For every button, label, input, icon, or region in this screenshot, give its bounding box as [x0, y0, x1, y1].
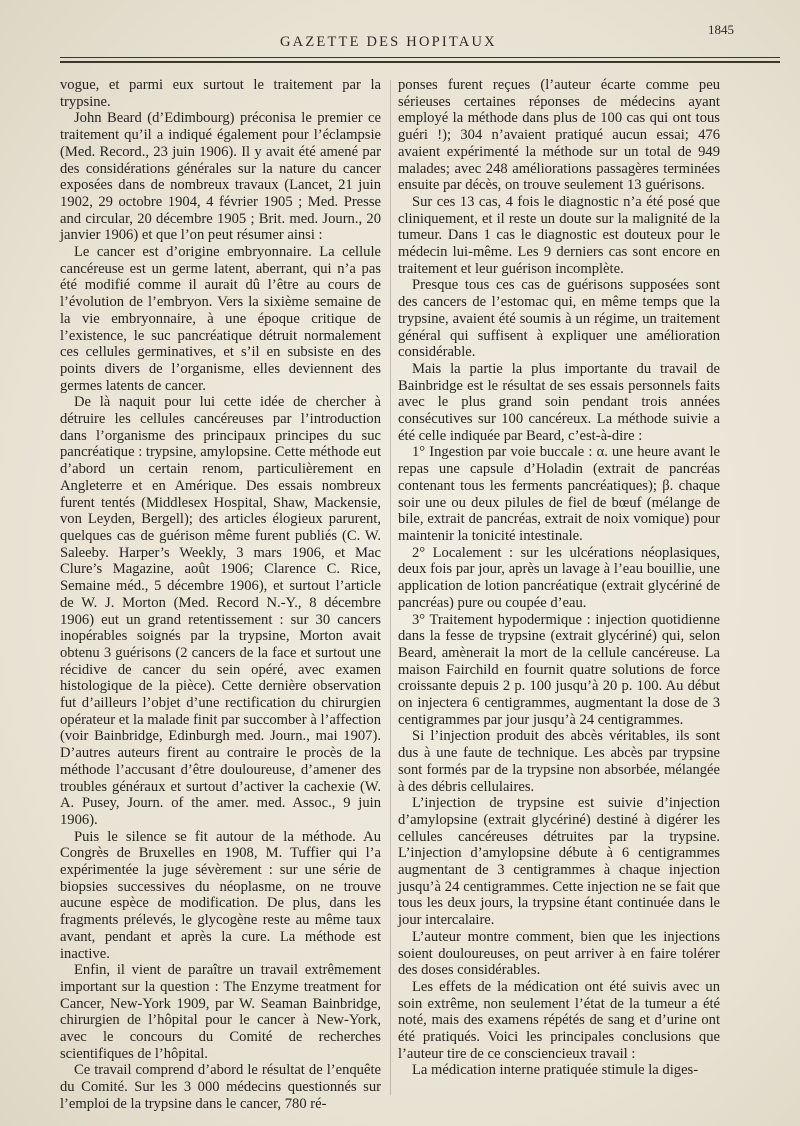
paragraph: Sur ces 13 cas, 4 fois le diagnostic n’a été posé que cliniquement, et il reste un doute sur la malignité de la tumeur. Dans 1 cas le diagnostic est douteux pour le médecin lui-même. Les 9 derniers cas sont encore en traitement et leur guérison incomplète. [398, 193, 720, 277]
paragraph: 3° Traitement hypodermique : injection quotidienne dans la fesse de trypsine (extrait glycériné) qui, selon Beard, amènerait la mort de la cellule cancéreuse. La maison Fairchild en fournit quatre solutions de force croissante depuis 2 p. 100 jusqu’à 20 p. 100. Au début on injectera 6 centigrammes, augmentant la dose de 3 centigrammes par jour jusqu’à 24 centigrammes. [398, 611, 720, 728]
paragraph: Puis le silence se fit autour de la méthode. Au Congrès de Bruxelles en 1908, M. Tuffier qui l’a expérimentée la juge sévèrement : sur une série de biopsies successives du néoplasme, on ne trouve aucune espèce de modification. De plus, dans les fragments prélevés, le glycogène reste au même taux avant, pendant et après la cure. La méthode est inactive. [60, 828, 381, 962]
header-rule-top [60, 57, 780, 58]
left-column [60, 77, 381, 1113]
paragraph: Ce travail comprend d’abord le résultat de l’enquête du Comité. Sur les 3 000 médecins questionnés sur l’emploi de la trypsine dans le cancer, 780 ré- [60, 1062, 381, 1112]
paragraph: Les effets de la médication ont été suivis avec un soin extrême, non seulement l’état de la tumeur a été noté, mais des examens répétés de sang et d’urine ont été pratiqués. Voici les principales conclusions que l’auteur tire de ce consciencieux travail : [398, 978, 720, 1062]
header-rule-bottom [60, 61, 780, 63]
running-title: GAZETTE DES HOPITAUX [280, 34, 497, 50]
page-number: 1845 [708, 22, 734, 37]
right-column [398, 77, 720, 1079]
paragraph: Enfin, il vient de paraître un travail extrêmement important sur la question : The Enzyme treatment for Cancer, New-York 1909, par W. Seaman Bainbridge, chirurgien de l’hôpital pour le cancer à New-York, avec le concours du Comité de recherches scientifiques de l’hôpital. [60, 962, 381, 1062]
paragraph: vogue, et parmi eux surtout le traitement par la trypsine. [60, 77, 381, 110]
paragraph: 2° Localement : sur les ulcérations néoplasiques, deux fois par jour, après un lavage à l’eau bouillie, une application de lotion pancréatique (extrait glycériné de pancréas) pure ou coupée d’eau. [398, 544, 720, 611]
paragraph: Le cancer est d’origine embryonnaire. La cellule cancéreuse est un germe latent, aberrant, qui n’a pas été modifié comme il aurait dû l’être au cours de l’évolution de l’embryon. Vers la sixième semaine de la vie embryonnaire, à une époque critique de l’existence, le suc pancréatique détruit normalement ces cellules germinatives, et s’il en subsiste en des points divers de l’organisme, elles deviennent des germes latents de cancer. [60, 244, 381, 394]
paragraph: La médication interne pratiquée stimule la diges- [412, 1062, 699, 1079]
paragraph: Mais la partie la plus importante du travail de Bainbridge est le résultat de ses essais personnels faits avec le plus grand soin pendant trois années consécutives sur 100 cancéreux. La méthode suivie a été celle indiquée par Beard, c’est-à-dire : [398, 360, 720, 444]
paragraph: Si l’injection produit des abcès véritables, ils sont dus à une faute de technique. Les abcès par trypsine sont formés par de la trypsine non absorbée, mélangée à des débris cellulaires. [398, 728, 720, 795]
paragraph: De là naquit pour lui cette idée de chercher à détruire les cellules cancéreuses par l’introduction dans l’organisme des principaux principes du suc pancréatique : trypsine, amylopsine. Cette méthode eut d’abord un certain renom, particulièrement en Angleterre et en Amérique. Des essais nombreux furent tentés (Middlesex Hospital, Shaw, Mackensie, von Leyden, Bergell); des articles élogieux parurent, quelques cas de guérison même furent publiés (C. W. Saleeby. Harper’s Weekly, 3 mars 1906, et Mac Clure’s Magazine, août 1906; Clarence C. Rice, Semaine méd., 5 décembre 1906), et surtout l’article de W. J. Morton (Med. Record N.-Y., 8 décembre 1906) eut un grand retentissement : sur 30 cancers inopérables soignés par la trypsine, Morton avait obtenu 3 guérisons (2 cancers de la face et surtout une récidive de cancer du sein opéré, avec examen histologique de la pièce). Cette dernière observation fut d’ailleurs l’objet d’une rectification du chirurgien opérateur et la malade finit par succomber à l’affection (voir Bainbridge, Edinburgh med. Journ., mai 1907). D’autres auteurs firent au contraire le procès de la méthode l’accusant d’être douloureuse, d’amener des troubles généraux et surtout d’activer la cachexie (W. A. Pusey, Journ. of the amer. med. Assoc., 9 juin 1906). [60, 394, 381, 828]
paragraph: John Beard (d’Edimbourg) préconisa le premier ce traitement qu’il a indiqué également pour l’éclampsie (Med. Record., 23 juin 1906). Il y avait été amené par des considérations générales sur la nature du cancer exposées dans de nombreux travaux (Lancet, 21 juin 1902, 29 octobre 1904, 4 février 1905 ; Med. Presse and circular, 20 décembre 1905 ; Brit. med. Journ., 20 janvier 1906) et que l’on peut résumer ainsi : [60, 110, 381, 244]
column-divider [390, 80, 391, 1095]
paragraph: 1° Ingestion par voie buccale : α. une heure avant le repas une capsule d’Holadin (extrait de pancréas contenant tous les ferments pancréatiques); β. chaque soir une ou deux pilules de fiel de bœuf (mélange de bile, extrait de pancréas, extrait de noix vomique) pour maintenir la tonicité intestinale. [398, 444, 720, 544]
paragraph: L’injection de trypsine est suivie d’injection d’amylopsine (extrait glycériné) destiné à digérer les cellules cancéreuses détruites par la trypsine. L’injection d’amylopsine débute à 6 centigrammes augmentant de 3 centigrammes à chaque injection jusqu’à 24 centigrammes. Cette injection ne se fait que tous les deux jours, la trypsine étant continuée dans le jour intercalaire. [398, 795, 720, 929]
paragraph: L’auteur montre comment, bien que les injections soient douloureuses, on peut arriver à en faire tolérer des doses considérables. [398, 928, 720, 979]
paragraph: ponses furent reçues (l’auteur écarte comme peu sérieuses certaines réponses de médecins ayant employé la méthode dans plus de 100 cas qui ont tous guéri !); 304 n’avaient pratiqué aucun essai; 476 avaient expérimenté la méthode sur un total de 949 malades; avec 248 améliorations passagères terminées ensuite par décès, on trouve seulement 13 guérisons. [398, 77, 720, 194]
paragraph: Presque tous ces cas de guérisons supposées sont des cancers de l’estomac qui, en même temps que la trypsine, avaient été soumis à un régime, un traitement général qui suffisent à expliquer une amélioration considérable. [398, 277, 720, 361]
